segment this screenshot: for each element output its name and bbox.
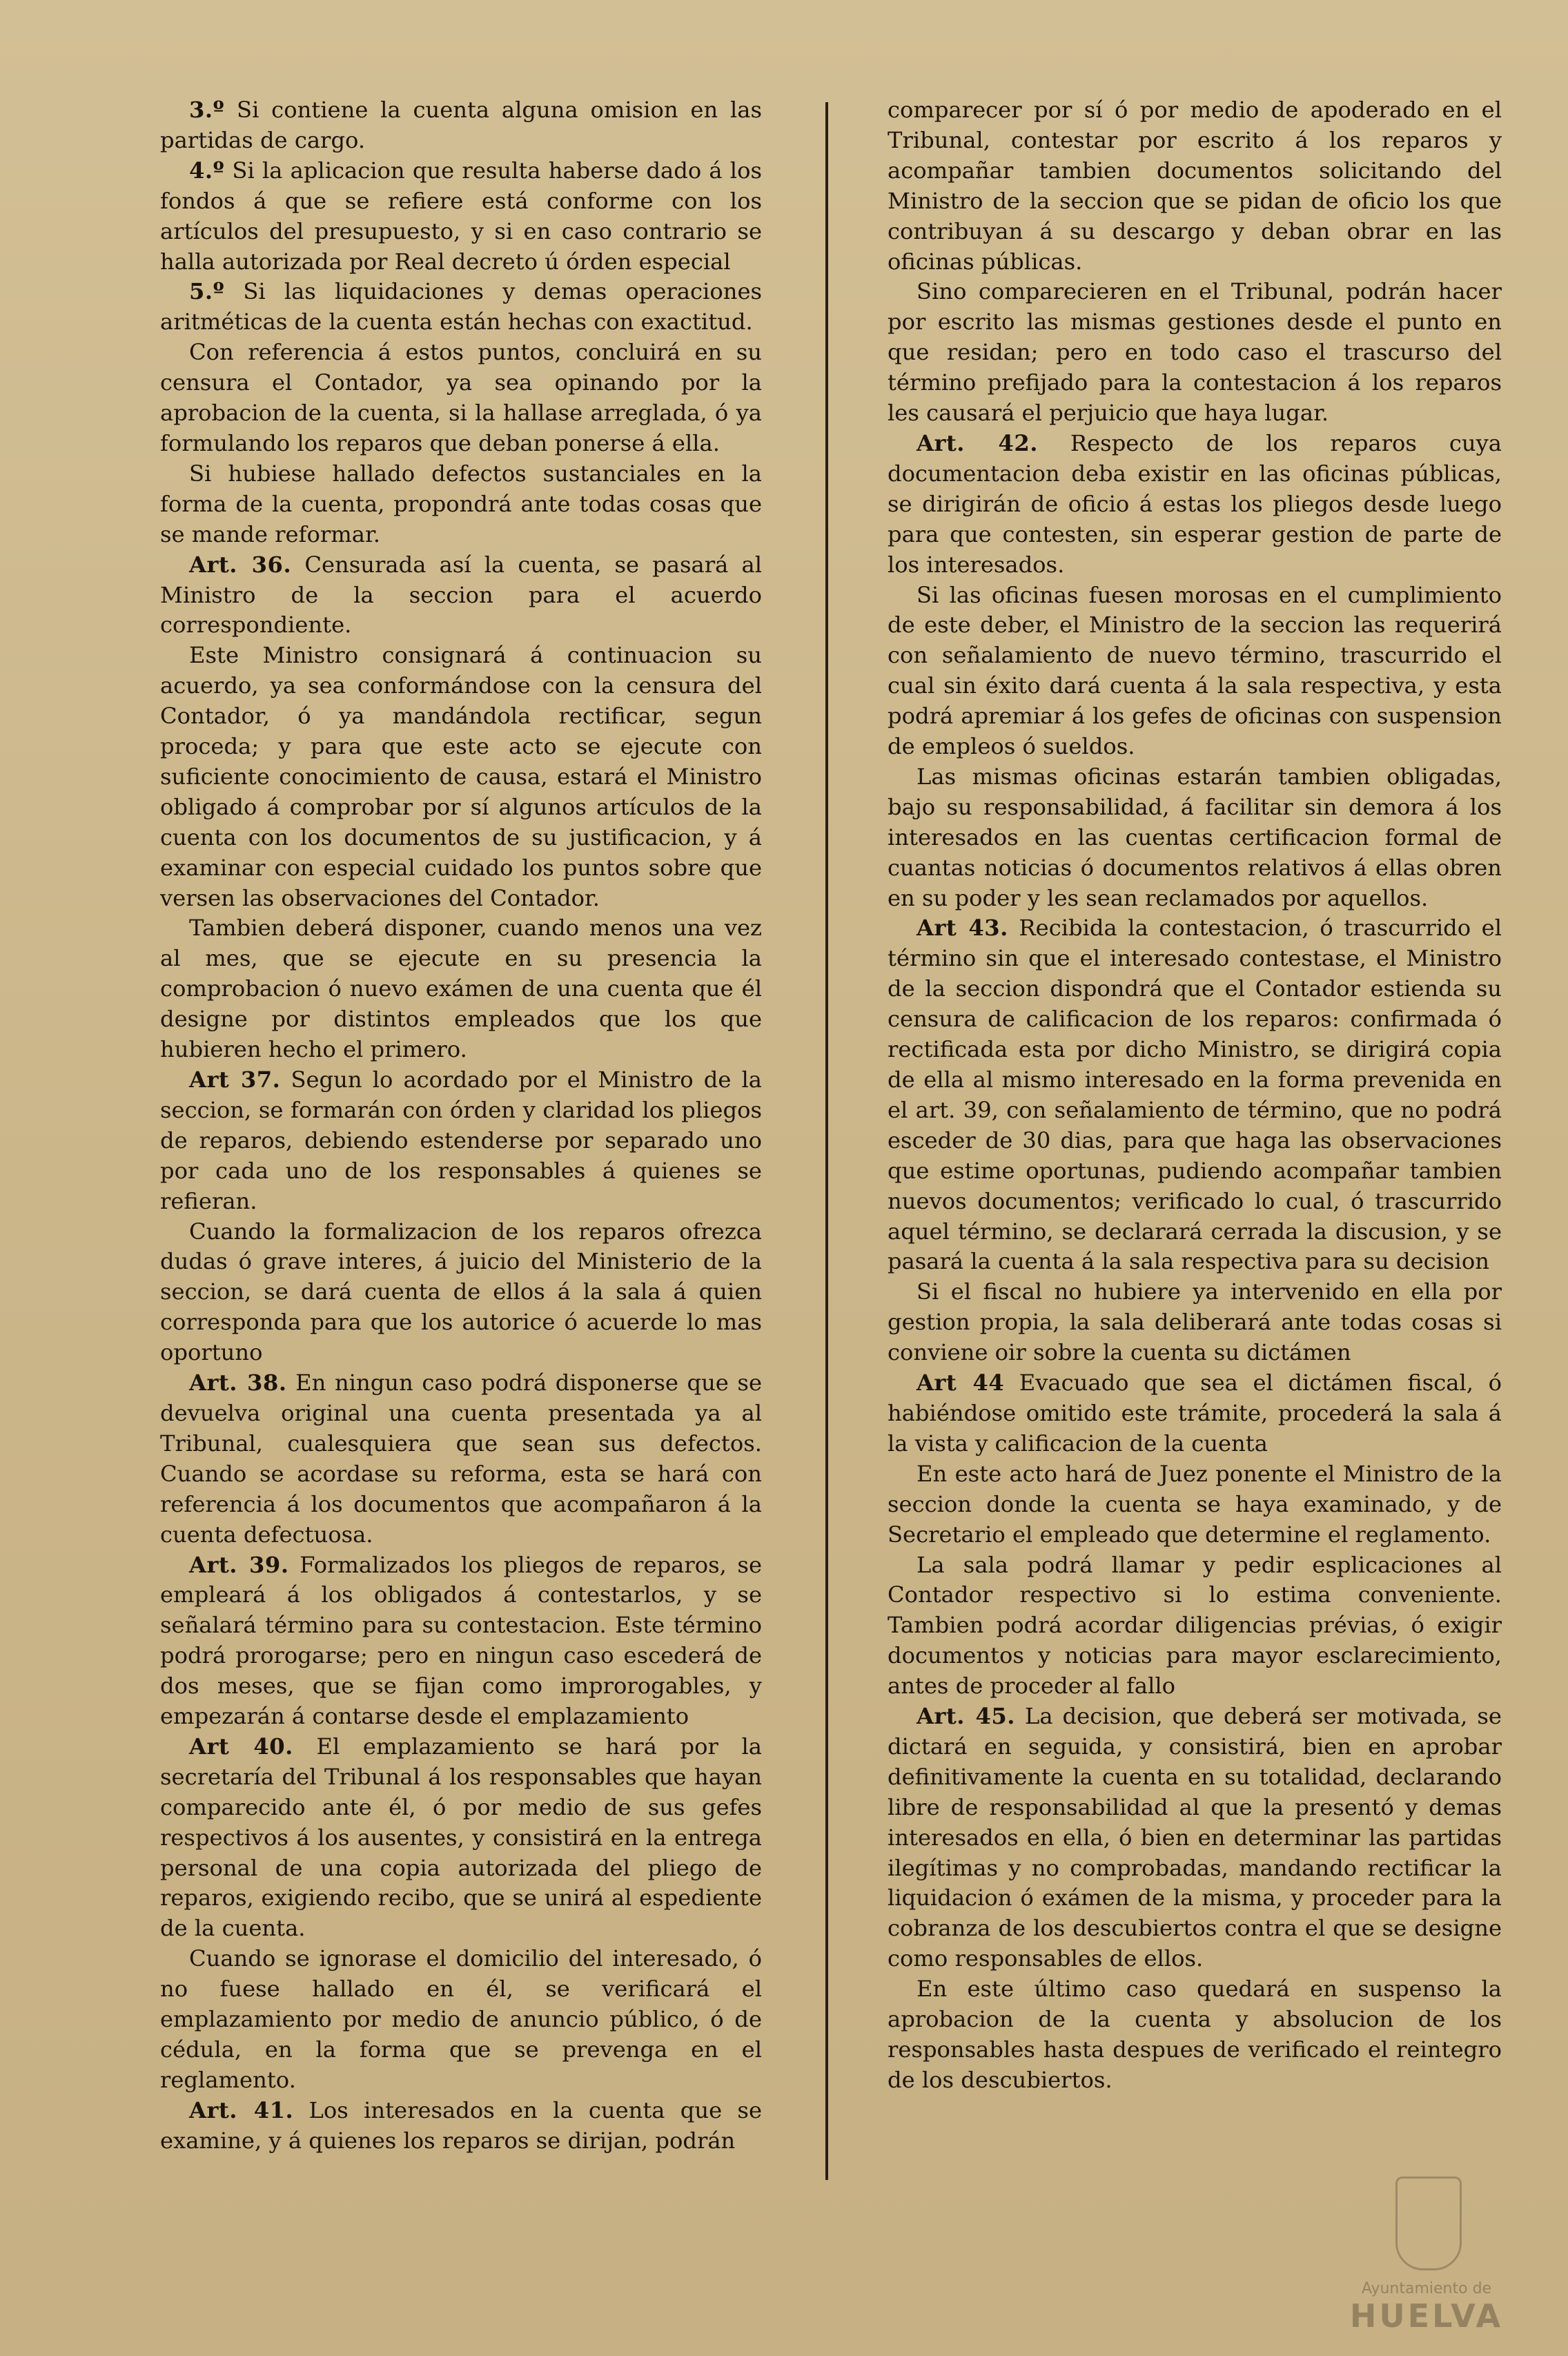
paragraph-text: Sino comparecieren en el Tribunal, podrán hacer por escrito las mismas gestiones desde el punto en que residan; pero en todo caso el trascurso del término prefijado para la contestacion á los reparos les causará el perjuicio que haya lugar. (888, 278, 1502, 427)
paragraph (888, 762, 1502, 914)
paragraph (160, 277, 762, 338)
paragraph-text: Respecto de los reparos cuya documentacion deba existir en las oficinas públicas, se dirigirán de oficio á estas los pliegos desde luego para que contesten, sin esperar gestion de parte de los interesados. (888, 429, 1502, 578)
paragraph (888, 1277, 1502, 1368)
paragraph-text: comparecer por sí ó por medio de apoderado en el Tribunal, contestar por escrito á los reparos y acompañar tambien documentos solicitando del Ministro de la seccion que se pidan de oficio los que contribuyan á su descargo y deban obrar en las oficinas públicas. (888, 97, 1502, 275)
right-text-column (888, 95, 1502, 2096)
paragraph-text: Si contiene la cuenta alguna omision en las partidas de cargo. (160, 97, 762, 153)
paragraph-text: Cuando la formalizacion de los reparos ofrezca dudas ó grave interes, á juicio del Ministerio de la seccion, se dará cuenta de ellos á la sala á quien corresponda para que los autorice ó acuerde lo mas oportuno (160, 1218, 762, 1366)
paragraph-text: Si las liquidaciones y demas operaciones aritméticas de la cuenta están hechas con exactitud. (160, 278, 763, 335)
article-label: 3.º (189, 97, 225, 123)
paragraph-text: Censurada así la cuenta, se pasará al Ministro de la seccion para el acuerdo correspondiente. (160, 551, 762, 639)
crest-icon (1395, 2177, 1462, 2270)
article-label: Art 44 (917, 1370, 1005, 1396)
article-label: Art. 36. (189, 551, 292, 578)
paragraph (160, 95, 762, 156)
paragraph-text: Las mismas oficinas estarán tambien obligadas, bajo su responsabilidad, á facilitar sin demora á los interesados en las cuentas certificacion formal de cuantas noticias ó documentos relativos á ellas obren en su poder y les sean reclamados por aquellos. (888, 763, 1502, 911)
paragraph (160, 550, 762, 641)
paragraph-text: Segun lo acordado por el Ministro de la seccion, se formarán con órden y claridad los pliegos de reparos, debiendo estenderse por separado uno por cada uno de los responsables á quienes se refieran. (160, 1067, 762, 1214)
left-text-column (160, 95, 762, 2157)
paragraph-text: Si las oficinas fuesen morosas en el cumplimiento de este deber, el Ministro de la seccion las requerirá con señalamiento de nuevo término, trascurrido el cual sin éxito dará cuenta á la sala respectiva, y esta podrá apremiar á los gefes de oficinas con suspension de empleos ó sueldos. (888, 581, 1502, 760)
article-label: Art 37. (189, 1067, 281, 1093)
paragraph-text: Los interesados en la cuenta que se examine, y á quienes los reparos se dirijan, podrán (160, 2096, 763, 2154)
article-label: 5.º (189, 278, 225, 305)
column-divider (825, 102, 828, 2180)
paragraph (888, 1459, 1502, 1550)
watermark-line-2: HUELVA (1349, 2297, 1504, 2335)
paragraph (888, 277, 1502, 429)
article-label: Art 40. (189, 1733, 293, 1760)
article-label: Art. 45. (917, 1703, 1015, 1730)
paragraph (888, 429, 1502, 581)
paragraph (888, 1368, 1502, 1459)
article-label: Art. 42. (917, 429, 1038, 456)
paragraph (160, 2096, 762, 2157)
paragraph-text: El emplazamiento se hará por la secretaría del Tribunal á los responsables que hayan comparecido ante él, ó por medio de sus gefes respectivos á los ausentes, y consistirá en la entrega personal de una copia autorizada del pliego de reparos, exigiendo recibo, que se unirá al espediente de la cuenta. (160, 1733, 762, 1942)
paragraph (160, 1217, 762, 1369)
paragraph-text: Formalizados los pliegos de reparos, se empleará á los obligados á contestarlos, y se señalará término para su contestacion. Este término podrá prorogarse; pero en ningun caso escederá de dos meses, que se fijan como improrogables, y empezarán á contarse desde el emplazamiento (160, 1551, 762, 1730)
paragraph-text: Evacuado que sea el dictámen fiscal, ó habiéndose omitido este trámite, procederá la sala á la vista y calificacion de la cuenta (888, 1370, 1502, 1457)
paragraph (888, 913, 1502, 1277)
paragraph (160, 338, 762, 459)
article-label: Art. 39. (189, 1551, 289, 1578)
article-label: Art. 41. (189, 2096, 294, 2123)
paragraph (160, 1368, 762, 1550)
paragraph (888, 95, 1502, 277)
paragraph (160, 1944, 762, 2096)
paragraph-text: La sala podrá llamar y pedir esplicaciones al Contador respectivo si lo estima conveniente. Tambien podrá acordar diligencias prévias, ó exigir documentos y noticias para mayor esclarecimiento, antes de proceder al fallo (888, 1551, 1502, 1700)
paragraph (160, 156, 762, 278)
watermark-line-1: Ayuntamiento de (1361, 2280, 1492, 2297)
paragraph-text: En ningun caso podrá disponerse que se devuelva original una cuenta presentada ya al Tribunal, cualesquiera que sean sus defectos. Cuando se acordase su reforma, esta se hará con referencia á los documentos que acompañaron á la cuenta defectuosa. (160, 1370, 762, 1548)
paragraph-text: Recibida la contestacion, ó trascurrido el término sin que el interesado contestase, el Ministro de la seccion dispondrá que el Contador estienda su censura de calificacion de los reparos: confirmada ó rectificada esta por dicho Ministro, se dirigirá copia de ella al mismo interesado en la forma prevenida en el art. 39, con señalamiento de término, que no podrá esceder de 30 dias, para que haga las observaciones que estime oportunas, pudiendo acompañar tambien nuevos documentos; verificado lo cual, ó trascurrido aquel término, se declarará cerrada la discusion, y se pasará la cuenta á la sala respectiva para su decision (888, 915, 1502, 1275)
paragraph (160, 1065, 762, 1217)
paragraph-text: En este acto hará de Juez ponente el Ministro de la seccion donde la cuenta se haya examinado, y de Secretario el empleado que determine el reglamento. (888, 1460, 1502, 1548)
paragraph (160, 1732, 762, 1944)
paragraph-text: Si la aplicacion que resulta haberse dado á los fondos á que se refiere está conforme con los artículos del presupuesto, y si en caso contrario se halla autorizada por Real decreto ú órden especial (160, 157, 762, 275)
paragraph (160, 641, 762, 913)
archive-watermark (1313, 2177, 1540, 2335)
paragraph-text: La decision, que deberá ser motivada, se dictará en seguida, y consistirá, bien en aprobar definitivamente la cuenta en su totalidad, declarando libre de responsabilidad al que la presentó y demas interesados en ella, ó bien en determinar las partidas ilegítimas y no comprobadas, mandando rectificar la liquidacion ó exámen de la misma, y proceder para la cobranza de los descubiertos contra el que se designe como responsables de ellos. (888, 1703, 1502, 1972)
paragraph-text: Si hubiese hallado defectos sustanciales en la forma de la cuenta, propondrá ante todas cosas que se mande reformar. (160, 460, 762, 547)
paragraph-text: En este último caso quedará en suspenso la aprobacion de la cuenta y absolucion de los responsables hasta despues de verificado el reintegro de los descubiertos. (888, 1976, 1502, 2093)
article-label: Art 43. (917, 915, 1008, 942)
article-label: Art. 38. (189, 1370, 287, 1396)
paragraph (888, 1702, 1502, 1974)
paragraph-text: Este Ministro consignará á continuacion su acuerdo, ya sea conformándose con la censura del Contador, ó ya mandándola rectificar, segun proceda; y para que este acto se ejecute con suficiente conocimiento de causa, estará el Ministro obligado á comprobar por sí algunos artículos de la cuenta con los documentos de su justificacion, y á examinar con especial cuidado los puntos sobre que versen las observaciones del Contador. (160, 642, 762, 911)
paragraph (160, 913, 762, 1065)
paragraph (160, 459, 762, 550)
paragraph-text: Si el fiscal no hubiere ya intervenido en ella por gestion propia, la sala deliberará ante todas cosas si conviene oir sobre la cuenta su dictámen (888, 1278, 1502, 1366)
paragraph (888, 1550, 1502, 1702)
paragraph (160, 1550, 762, 1732)
paragraph-text: Cuando se ignorase el domicilio del interesado, ó no fuese hallado en él, se verificará el emplazamiento por medio de anuncio público, ó de cédula, en la forma que se prevenga en el reglamento. (160, 1945, 762, 2093)
paragraph (888, 1974, 1502, 2096)
paragraph (888, 581, 1502, 762)
paragraph-text: Con referencia á estos puntos, concluirá en su censura el Contador, ya sea opinando por la aprobacion de la cuenta, si la hallase arreglada, ó ya formulando los reparos que deban ponerse á ella. (160, 339, 762, 456)
article-label: 4.º (189, 157, 225, 184)
paragraph-text: Tambien deberá disponer, cuando menos una vez al mes, que se ejecute en su presencia la comprobacion ó nuevo exámen de una cuenta que él designe por distintos empleados que los que hubieren hecho el primero. (160, 915, 762, 1063)
